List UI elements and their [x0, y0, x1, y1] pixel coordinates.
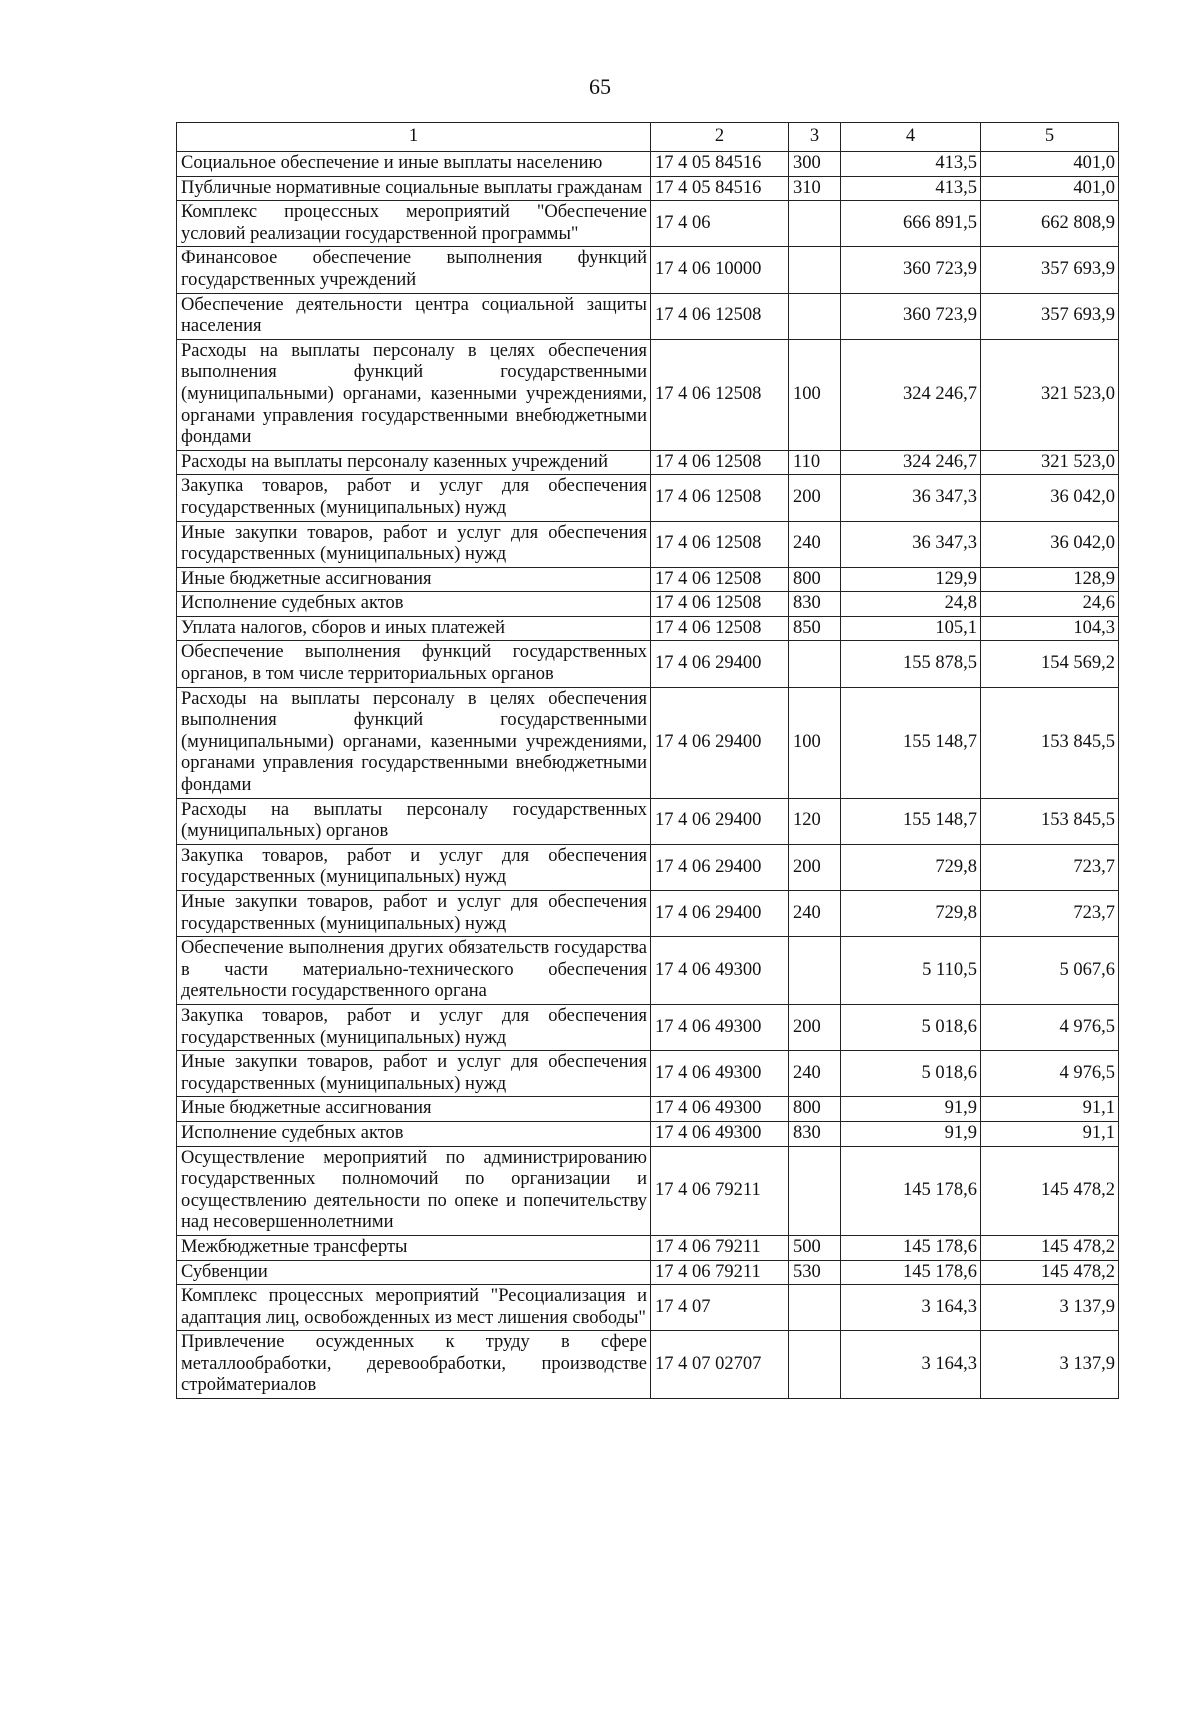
- row-vr-cell: 300: [789, 152, 841, 177]
- table-row: [177, 1051, 1119, 1097]
- table-row: [177, 1235, 1119, 1260]
- row-value-col5-cell: 36 042,0: [981, 475, 1119, 521]
- row-vr-cell: [789, 1331, 841, 1399]
- row-code-cell: 17 4 06 49300: [651, 1097, 789, 1122]
- row-name-cell: Исполнение судебных актов: [177, 592, 651, 617]
- table-row: [177, 641, 1119, 687]
- row-value-col4-cell: 5 018,6: [841, 1051, 981, 1097]
- row-vr-cell: 830: [789, 592, 841, 617]
- page-number: 65: [589, 74, 611, 99]
- row-name-cell: Обеспечение выполнения других обязательств государства в части материально-технического обеспечения деятельности государственного органа: [177, 937, 651, 1005]
- header-cell-2: 2: [651, 123, 789, 152]
- table-header-row: [177, 123, 1119, 152]
- row-code-cell: 17 4 06 12508: [651, 616, 789, 641]
- row-value-col5-cell: 36 042,0: [981, 521, 1119, 567]
- row-code-cell: 17 4 06 79211: [651, 1235, 789, 1260]
- row-value-col4-cell: 360 723,9: [841, 247, 981, 293]
- row-vr-cell: [789, 1285, 841, 1331]
- row-value-col4-cell: 91,9: [841, 1097, 981, 1122]
- row-value-col5-cell: 145 478,2: [981, 1260, 1119, 1285]
- row-value-col4-cell: 5 110,5: [841, 937, 981, 1005]
- row-value-col4-cell: 36 347,3: [841, 521, 981, 567]
- row-value-col4-cell: 3 164,3: [841, 1331, 981, 1399]
- row-code-cell: 17 4 06 49300: [651, 1051, 789, 1097]
- table-row: [177, 891, 1119, 937]
- row-code-cell: 17 4 06 12508: [651, 475, 789, 521]
- table-row: [177, 567, 1119, 592]
- row-value-col4-cell: 413,5: [841, 176, 981, 201]
- row-code-cell: 17 4 06 49300: [651, 1004, 789, 1050]
- table-row: [177, 616, 1119, 641]
- row-value-col5-cell: 104,3: [981, 616, 1119, 641]
- row-value-col4-cell: 5 018,6: [841, 1004, 981, 1050]
- row-value-col5-cell: 153 845,5: [981, 687, 1119, 798]
- row-name-cell: Расходы на выплаты персоналу в целях обеспечения выполнения функций государственными (муниципальными) органами, казенными учреждениями, органами управления государственными внебюджетными фондами: [177, 339, 651, 450]
- row-value-col4-cell: 666 891,5: [841, 201, 981, 247]
- table-row: [177, 152, 1119, 177]
- row-vr-cell: [789, 293, 841, 339]
- row-vr-cell: [789, 247, 841, 293]
- row-code-cell: 17 4 06: [651, 201, 789, 247]
- row-name-cell: Осуществление мероприятий по администрированию государственных полномочий по организации и осуществлению деятельности по опеке и попечительству над несовершеннолетними: [177, 1146, 651, 1235]
- row-name-cell: Комплекс процессных мероприятий "Обеспечение условий реализации государственной программы": [177, 201, 651, 247]
- row-value-col5-cell: 145 478,2: [981, 1235, 1119, 1260]
- row-name-cell: Иные закупки товаров, работ и услуг для обеспечения государственных (муниципальных) нужд: [177, 891, 651, 937]
- row-vr-cell: 500: [789, 1235, 841, 1260]
- row-code-cell: 17 4 06 49300: [651, 937, 789, 1005]
- row-code-cell: 17 4 06 29400: [651, 844, 789, 890]
- row-name-cell: Уплата налогов, сборов и иных платежей: [177, 616, 651, 641]
- table-row: [177, 1331, 1119, 1399]
- row-code-cell: 17 4 05 84516: [651, 176, 789, 201]
- row-vr-cell: 240: [789, 521, 841, 567]
- row-name-cell: Закупка товаров, работ и услуг для обеспечения государственных (муниципальных) нужд: [177, 475, 651, 521]
- row-vr-cell: [789, 1146, 841, 1235]
- row-value-col5-cell: 723,7: [981, 844, 1119, 890]
- row-vr-cell: 310: [789, 176, 841, 201]
- row-name-cell: Расходы на выплаты персоналу государственных (муниципальных) органов: [177, 798, 651, 844]
- row-code-cell: 17 4 07: [651, 1285, 789, 1331]
- row-value-col4-cell: 145 178,6: [841, 1146, 981, 1235]
- row-value-col4-cell: 105,1: [841, 616, 981, 641]
- row-vr-cell: 200: [789, 844, 841, 890]
- table-row: [177, 293, 1119, 339]
- row-value-col5-cell: 321 523,0: [981, 450, 1119, 475]
- row-value-col4-cell: 3 164,3: [841, 1285, 981, 1331]
- table-row: [177, 1097, 1119, 1122]
- row-vr-cell: 240: [789, 891, 841, 937]
- budget-table: [176, 122, 1119, 1399]
- row-vr-cell: 200: [789, 475, 841, 521]
- row-code-cell: 17 4 05 84516: [651, 152, 789, 177]
- row-value-col4-cell: 729,8: [841, 844, 981, 890]
- row-value-col5-cell: 91,1: [981, 1097, 1119, 1122]
- row-name-cell: Обеспечение выполнения функций государственных органов, в том числе территориальных органов: [177, 641, 651, 687]
- row-value-col5-cell: 357 693,9: [981, 293, 1119, 339]
- row-vr-cell: 200: [789, 1004, 841, 1050]
- row-value-col5-cell: 91,1: [981, 1121, 1119, 1146]
- row-code-cell: 17 4 06 29400: [651, 891, 789, 937]
- row-value-col4-cell: 155 148,7: [841, 798, 981, 844]
- row-value-col5-cell: 24,6: [981, 592, 1119, 617]
- row-code-cell: 17 4 06 49300: [651, 1121, 789, 1146]
- budget-table-body: [177, 123, 1119, 1399]
- header-cell-5: 5: [981, 123, 1119, 152]
- row-value-col5-cell: 662 808,9: [981, 201, 1119, 247]
- table-row: [177, 844, 1119, 890]
- row-vr-cell: [789, 641, 841, 687]
- row-value-col5-cell: 5 067,6: [981, 937, 1119, 1005]
- row-vr-cell: [789, 937, 841, 1005]
- row-value-col4-cell: 413,5: [841, 152, 981, 177]
- row-value-col4-cell: 36 347,3: [841, 475, 981, 521]
- table-row: [177, 1146, 1119, 1235]
- row-vr-cell: 530: [789, 1260, 841, 1285]
- row-name-cell: Расходы на выплаты персоналу казенных учреждений: [177, 450, 651, 475]
- row-name-cell: Социальное обеспечение и иные выплаты населению: [177, 152, 651, 177]
- row-value-col5-cell: 3 137,9: [981, 1331, 1119, 1399]
- row-value-col4-cell: 155 148,7: [841, 687, 981, 798]
- row-vr-cell: 240: [789, 1051, 841, 1097]
- row-name-cell: Исполнение судебных актов: [177, 1121, 651, 1146]
- row-name-cell: Закупка товаров, работ и услуг для обеспечения государственных (муниципальных) нужд: [177, 844, 651, 890]
- row-name-cell: Комплекс процессных мероприятий "Ресоциализация и адаптация лиц, освобожденных из мест лишения свободы": [177, 1285, 651, 1331]
- row-value-col5-cell: 357 693,9: [981, 247, 1119, 293]
- row-code-cell: 17 4 06 29400: [651, 798, 789, 844]
- header-cell-4: 4: [841, 123, 981, 152]
- row-code-cell: 17 4 06 29400: [651, 687, 789, 798]
- table-row: [177, 937, 1119, 1005]
- row-value-col4-cell: 91,9: [841, 1121, 981, 1146]
- row-value-col5-cell: 154 569,2: [981, 641, 1119, 687]
- row-value-col4-cell: 145 178,6: [841, 1235, 981, 1260]
- row-value-col5-cell: 4 976,5: [981, 1004, 1119, 1050]
- row-value-col5-cell: 4 976,5: [981, 1051, 1119, 1097]
- row-vr-cell: 110: [789, 450, 841, 475]
- row-value-col5-cell: 321 523,0: [981, 339, 1119, 450]
- row-name-cell: Закупка товаров, работ и услуг для обеспечения государственных (муниципальных) нужд: [177, 1004, 651, 1050]
- row-vr-cell: [789, 201, 841, 247]
- row-vr-cell: 800: [789, 1097, 841, 1122]
- header-cell-3: 3: [789, 123, 841, 152]
- row-value-col5-cell: 401,0: [981, 176, 1119, 201]
- table-row: [177, 1121, 1119, 1146]
- table-row: [177, 339, 1119, 450]
- row-code-cell: 17 4 06 12508: [651, 450, 789, 475]
- table-row: [177, 687, 1119, 798]
- row-value-col5-cell: 401,0: [981, 152, 1119, 177]
- table-row: [177, 176, 1119, 201]
- row-value-col4-cell: 360 723,9: [841, 293, 981, 339]
- row-code-cell: 17 4 06 12508: [651, 293, 789, 339]
- row-code-cell: 17 4 06 12508: [651, 521, 789, 567]
- row-name-cell: Иные закупки товаров, работ и услуг для обеспечения государственных (муниципальных) нужд: [177, 1051, 651, 1097]
- table-row: [177, 521, 1119, 567]
- row-name-cell: Иные бюджетные ассигнования: [177, 1097, 651, 1122]
- row-value-col5-cell: 723,7: [981, 891, 1119, 937]
- row-code-cell: 17 4 06 29400: [651, 641, 789, 687]
- row-value-col4-cell: 129,9: [841, 567, 981, 592]
- row-vr-cell: 800: [789, 567, 841, 592]
- table-row: [177, 798, 1119, 844]
- row-value-col4-cell: 24,8: [841, 592, 981, 617]
- row-name-cell: Иные закупки товаров, работ и услуг для обеспечения государственных (муниципальных) нужд: [177, 521, 651, 567]
- row-name-cell: Расходы на выплаты персоналу в целях обеспечения выполнения функций государственными (муниципальными) органами, казенными учреждениями, органами управления государственными внебюджетными фондами: [177, 687, 651, 798]
- row-name-cell: Публичные нормативные социальные выплаты гражданам: [177, 176, 651, 201]
- row-code-cell: 17 4 07 02707: [651, 1331, 789, 1399]
- row-name-cell: Иные бюджетные ассигнования: [177, 567, 651, 592]
- row-code-cell: 17 4 06 12508: [651, 567, 789, 592]
- row-name-cell: Финансовое обеспечение выполнения функций государственных учреждений: [177, 247, 651, 293]
- row-value-col5-cell: 145 478,2: [981, 1146, 1119, 1235]
- table-row: [177, 475, 1119, 521]
- row-value-col4-cell: 324 246,7: [841, 450, 981, 475]
- row-code-cell: 17 4 06 79211: [651, 1260, 789, 1285]
- table-row: [177, 450, 1119, 475]
- table-row: [177, 201, 1119, 247]
- row-value-col5-cell: 128,9: [981, 567, 1119, 592]
- row-vr-cell: 100: [789, 687, 841, 798]
- row-value-col4-cell: 155 878,5: [841, 641, 981, 687]
- row-code-cell: 17 4 06 79211: [651, 1146, 789, 1235]
- table-row: [177, 1260, 1119, 1285]
- row-code-cell: 17 4 06 10000: [651, 247, 789, 293]
- row-value-col5-cell: 3 137,9: [981, 1285, 1119, 1331]
- row-code-cell: 17 4 06 12508: [651, 592, 789, 617]
- row-value-col4-cell: 729,8: [841, 891, 981, 937]
- row-vr-cell: 830: [789, 1121, 841, 1146]
- row-vr-cell: 120: [789, 798, 841, 844]
- row-name-cell: Субвенции: [177, 1260, 651, 1285]
- row-vr-cell: 850: [789, 616, 841, 641]
- row-code-cell: 17 4 06 12508: [651, 339, 789, 450]
- row-value-col5-cell: 153 845,5: [981, 798, 1119, 844]
- row-name-cell: Привлечение осужденных к труду в сфере металлообработки, деревообработки, производстве стройматериалов: [177, 1331, 651, 1399]
- table-row: [177, 247, 1119, 293]
- row-name-cell: Обеспечение деятельности центра социальной защиты населения: [177, 293, 651, 339]
- row-vr-cell: 100: [789, 339, 841, 450]
- table-row: [177, 1004, 1119, 1050]
- header-cell-1: 1: [177, 123, 651, 152]
- row-name-cell: Межбюджетные трансферты: [177, 1235, 651, 1260]
- table-row: [177, 592, 1119, 617]
- row-value-col4-cell: 324 246,7: [841, 339, 981, 450]
- table-row: [177, 1285, 1119, 1331]
- row-value-col4-cell: 145 178,6: [841, 1260, 981, 1285]
